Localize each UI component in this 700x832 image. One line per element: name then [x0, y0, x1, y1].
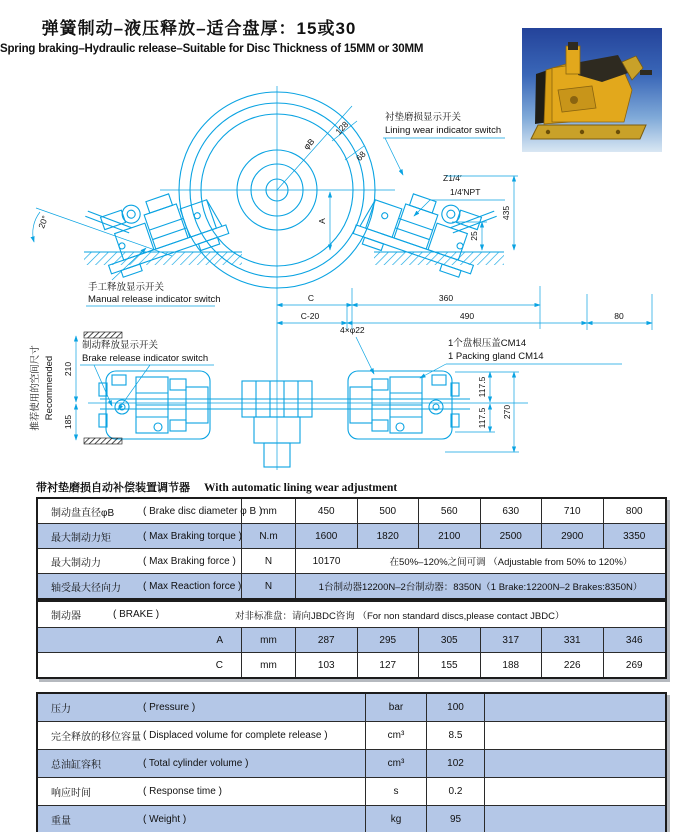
- table-row: [38, 721, 665, 749]
- dim-128: 128: [333, 119, 351, 137]
- dim-80: 80: [614, 311, 624, 321]
- dim-435: 435: [501, 205, 511, 221]
- brake-header-cell: [38, 602, 665, 627]
- value-cell: 10170: [312, 555, 341, 567]
- thread-z-label: Z1/4′: [443, 173, 462, 183]
- table-row: [38, 777, 665, 805]
- note-text: 在50%–120%之间可调 （Adjustable from 50% to 120%）: [389, 557, 633, 568]
- brake-table: [36, 600, 667, 679]
- row-label: 重量 ( Weight ): [38, 806, 366, 832]
- merged-value-cell: [296, 549, 665, 573]
- empty-cell: [485, 694, 665, 721]
- value-cell: 3350: [623, 530, 646, 542]
- unit-cell: mm: [242, 499, 296, 523]
- value-cell: 2100: [419, 524, 481, 548]
- misc-table: [36, 692, 667, 832]
- table-row: [38, 694, 665, 721]
- row-label: 响应时间 ( Response time ): [38, 778, 366, 805]
- unit-cell: kg: [366, 806, 427, 832]
- spec-table-title: [36, 479, 397, 495]
- table-row: [38, 573, 665, 598]
- dim-360: 360: [438, 293, 454, 303]
- value-cell: 305: [419, 628, 481, 652]
- value-cell: 1820: [358, 524, 420, 548]
- row-label: 最大制动力矩 ( Max Braking torque ): [38, 524, 242, 548]
- manual-release-cn: 手工释放显示开关: [88, 282, 165, 293]
- table-row: [38, 548, 665, 573]
- empty-cell: [485, 722, 665, 749]
- row-label: 最大制动力 ( Max Braking force ): [38, 549, 242, 573]
- value-cell: 95: [427, 806, 485, 832]
- empty-cell: [485, 778, 665, 805]
- horizontal-dims: [277, 286, 652, 330]
- value-cell: 100: [427, 694, 485, 721]
- table-row: [38, 805, 665, 832]
- dim-A: A: [317, 218, 327, 224]
- brake-note: 对非标准盘：请向JBDC咨询 （For non standard discs,please contact JBDC）: [235, 610, 565, 622]
- packing-gland-label: [420, 337, 622, 378]
- unit-cell: N: [242, 574, 296, 598]
- value-cell: 710: [542, 499, 604, 523]
- table-row: [38, 652, 665, 677]
- value-cell: 188: [481, 653, 543, 677]
- unit-cell: bar: [366, 694, 427, 721]
- value-cell: 630: [481, 499, 543, 523]
- dim-117-lower: 117.5: [477, 407, 487, 429]
- empty-cell: [485, 750, 665, 777]
- value-cell: 2500: [481, 524, 543, 548]
- row-label: 总油缸容积 ( Total cylinder volume ): [38, 750, 366, 777]
- dim-210: 210: [63, 361, 73, 377]
- empty-cell: [485, 806, 665, 832]
- value-cell: 331: [542, 628, 604, 652]
- left-caliper-plan: [99, 371, 210, 439]
- table-row: [38, 499, 665, 523]
- unit-cell: N: [242, 549, 296, 573]
- bolt-hole-callout: [340, 325, 374, 374]
- spec-table: [36, 497, 667, 600]
- page-title: 弹簧制动–液压释放–适合盘厚：15或30: [41, 19, 357, 38]
- note-text: 1台制动器12200N–2台制动器：8350N（1 Brake:12200N–2 Brakes:8350N）: [318, 582, 643, 593]
- unit-cell: mm: [242, 628, 296, 652]
- dim-185: 185: [63, 414, 73, 430]
- value-cell: 269: [625, 659, 643, 671]
- dim-117-upper: 117.5: [477, 376, 487, 398]
- unit-cell: cm³: [366, 722, 427, 749]
- value-cell: 0.2: [427, 778, 485, 805]
- param-label: C: [38, 653, 242, 677]
- plan-right-dims: [445, 372, 519, 452]
- dim-phi-b: φB: [301, 136, 317, 152]
- dim-C: C: [307, 293, 315, 303]
- angle-annotation: [33, 208, 172, 256]
- right-caliper-plan: [348, 371, 459, 439]
- recommended-en: Recommended: [44, 355, 55, 421]
- holes-label: 4×φ22: [340, 325, 365, 335]
- unit-cell: s: [366, 778, 427, 805]
- row-label: 压力 ( Pressure ): [38, 694, 366, 721]
- dim-25: 25: [469, 231, 479, 241]
- brake-label: 制动器 ( BRAKE ): [51, 609, 160, 622]
- value-cell: 287: [296, 628, 358, 652]
- value-cell: 8.5: [427, 722, 485, 749]
- value-cell: 800: [625, 505, 643, 517]
- row-label: 制动盘直径φB ( Brake disc diameter φ B ): [38, 499, 242, 523]
- table-row: [38, 602, 665, 627]
- value-cell: 102: [427, 750, 485, 777]
- value-cell: 500: [358, 499, 420, 523]
- value-cell: 295: [358, 628, 420, 652]
- dim-68: 68: [353, 149, 368, 163]
- disc-radial-dims: [277, 106, 368, 190]
- thread-npt-label: 1/4′NPT: [450, 187, 481, 197]
- unit-cell: N.m: [242, 524, 296, 548]
- value-cell: 560: [419, 499, 481, 523]
- value-cell: 1600: [296, 524, 358, 548]
- dim-C20: C-20: [300, 311, 320, 321]
- plan-view: [88, 371, 528, 467]
- page-title-block: [0, 14, 424, 55]
- thread-labels: [414, 173, 505, 216]
- dim-angle: 20°: [36, 214, 51, 230]
- manual-release-en: Manual release indicator switch: [88, 294, 221, 305]
- packing-cn: 1个盘根压盖CM14: [448, 338, 527, 349]
- value-cell: 155: [419, 653, 481, 677]
- merged-value-cell: [296, 574, 665, 598]
- unit-cell: cm³: [366, 750, 427, 777]
- lining-wear-cn: 衬垫磨损显示开关: [385, 112, 462, 123]
- packing-en: 1 Packing gland CM14: [448, 351, 544, 362]
- row-label: 轴受最大径向力 ( Max Reaction force ): [38, 574, 242, 598]
- table-row: [38, 749, 665, 777]
- page-subtitle: Spring braking–Hydraulic release–Suitable for Disc Thickness of 15MM or 30MM: [0, 43, 424, 55]
- lining-wear-en: Lining wear indicator switch: [385, 125, 502, 136]
- left-caliper-front: [84, 170, 231, 282]
- param-label: A: [38, 628, 242, 652]
- table-row: [38, 627, 665, 652]
- centerlines: [160, 86, 395, 470]
- table-row: [38, 523, 665, 548]
- spec-table-title-en: With automatic lining wear adjustment: [204, 482, 398, 494]
- value-cell: 2900: [542, 524, 604, 548]
- technical-drawing: [0, 80, 700, 480]
- value-cell: 450: [296, 499, 358, 523]
- dim-490: 490: [459, 311, 475, 321]
- dim-270: 270: [502, 404, 512, 420]
- row-label: 完全释放的移位容量 ( Displaced volume for complete release ): [38, 722, 366, 749]
- spec-table-title-cn: 带衬垫磨损自动补偿装置调节器: [36, 482, 190, 494]
- unit-cell: mm: [242, 653, 296, 677]
- lining-wear-label: [383, 111, 505, 175]
- value-cell: 317: [481, 628, 543, 652]
- recommended-cn: 推荐使用的空间尺寸: [30, 345, 41, 431]
- brake-release-en: Brake release indicator switch: [82, 353, 209, 364]
- value-cell: 226: [542, 653, 604, 677]
- value-cell: 103: [296, 653, 358, 677]
- value-cell: 346: [625, 634, 643, 646]
- brake-release-cn: 制动释放显示开关: [82, 340, 159, 351]
- value-cell: 127: [358, 653, 420, 677]
